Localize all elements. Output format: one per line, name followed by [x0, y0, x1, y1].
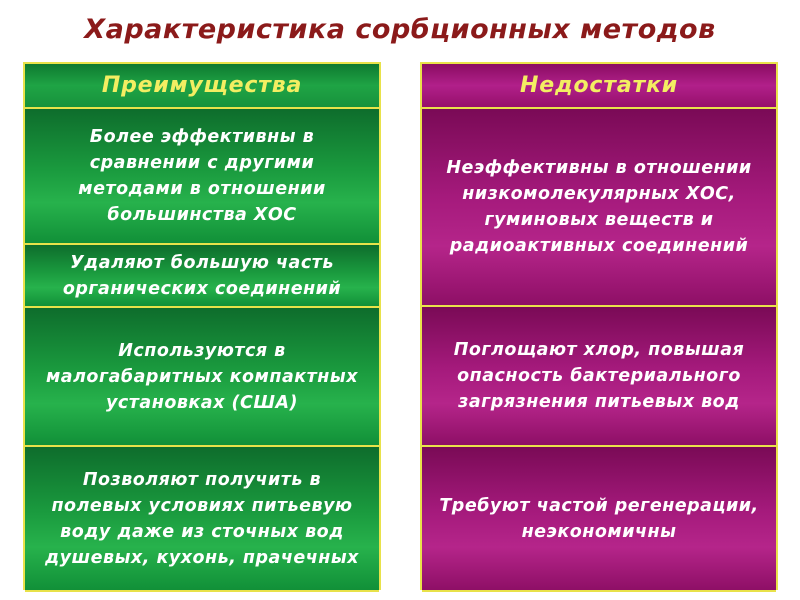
- disadvantages-header: Недостатки: [422, 64, 776, 109]
- page-title: Характеристика сорбционных методов: [84, 14, 716, 45]
- disadvantage-item: Поглощают хлор, повышая опасность бактериального загрязнения питьевых вод: [422, 307, 776, 447]
- advantages-header: Преимущества: [25, 64, 379, 109]
- disadvantages-table: [420, 62, 778, 590]
- disadvantage-item: Неэффективны в отношении низкомолекулярных ХОС, гуминовых веществ и радиоактивных соединений: [422, 109, 776, 307]
- advantage-item: Удаляют большую часть органических соединений: [25, 245, 379, 308]
- disadvantage-item: Требуют частой регенерации, неэкономичны: [422, 447, 776, 592]
- advantages-table: [23, 62, 381, 590]
- advantage-item: Позволяют получить в полевых условиях питьевую воду даже из сточных вод душевых, кухонь, прачечных: [25, 447, 379, 592]
- advantage-item: Используются в малогабаритных компактных установках (США): [25, 308, 379, 447]
- advantage-item: Более эффективны в сравнении с другими методами в отношении большинства ХОС: [25, 109, 379, 245]
